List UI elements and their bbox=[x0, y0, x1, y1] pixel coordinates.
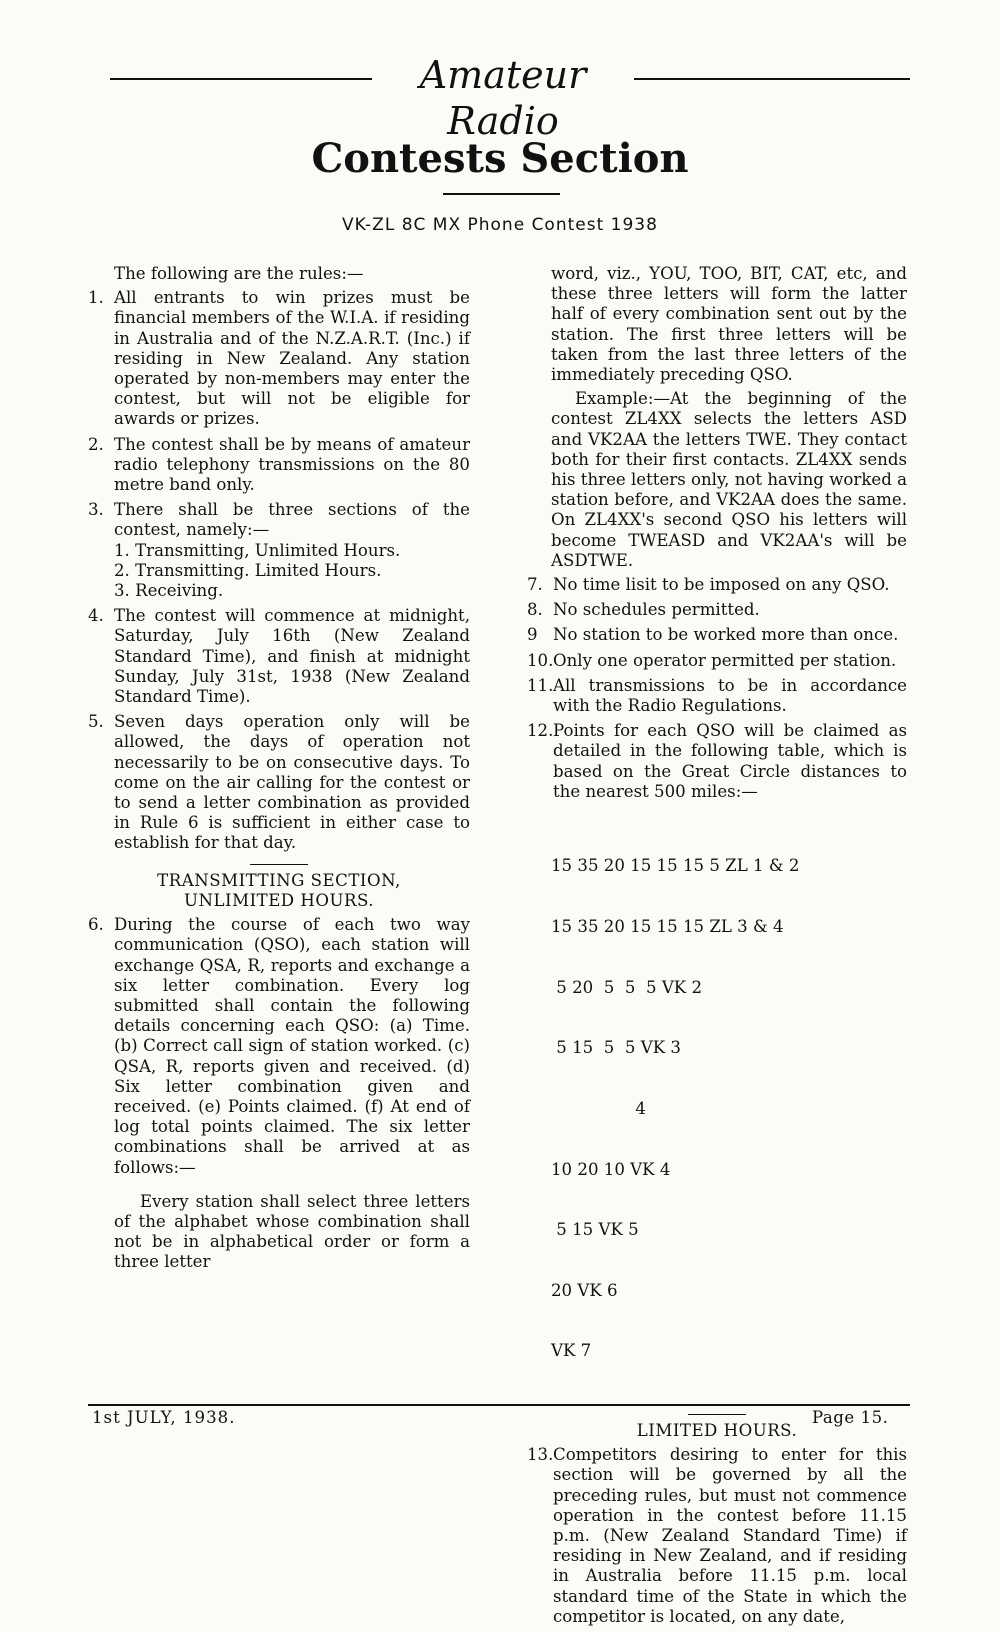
points-table-row: 15 35 20 15 15 15 5 ZL 1 & 2 bbox=[551, 856, 800, 876]
masthead-rule-right bbox=[634, 78, 910, 80]
rule-number: 8. bbox=[527, 600, 543, 620]
masthead-title: Amateur Radio bbox=[419, 53, 587, 143]
rule-number: 10. bbox=[527, 650, 554, 670]
rule-number: 2. bbox=[88, 434, 104, 454]
rules-intro: The following are the rules:— bbox=[114, 264, 364, 283]
points-table-row: 5 15 5 5 VK 3 bbox=[551, 1038, 681, 1058]
points-table-row: 5 20 5 5 5 VK 2 bbox=[551, 977, 703, 997]
rule-5 bbox=[88, 712, 470, 853]
rule-number: 9 bbox=[527, 625, 538, 645]
rule-number: 13. bbox=[527, 1445, 554, 1465]
points-table-row: 4 bbox=[551, 1098, 646, 1118]
masthead bbox=[110, 52, 910, 143]
rule-7 bbox=[527, 575, 907, 595]
section-list bbox=[114, 541, 470, 602]
points-table-row: 15 35 20 15 15 15 ZL 3 & 4 bbox=[551, 917, 784, 937]
rule-6 bbox=[88, 915, 470, 1178]
section-heading-line: UNLIMITED HOURS. bbox=[184, 890, 374, 910]
rule-number: 7. bbox=[527, 575, 543, 595]
section-list-item: 1. Transmitting, Unlimited Hours. bbox=[114, 540, 401, 560]
section-divider bbox=[250, 864, 308, 865]
title-divider bbox=[443, 193, 560, 195]
example-paragraph: Example:—At the beginning of the contest ZL4XX selects the letters ASD and VK2AA the letters TWE. They contact both for their first contacts. ZL4XX sends his three letters only, not having worked a station before, and VK2AA does the same. On ZL4XX's second QSO his letters will become TWEASD and VK2AA's will be ASDTWE. bbox=[551, 389, 907, 570]
left-column bbox=[88, 264, 470, 1277]
rule-number: 5. bbox=[88, 712, 104, 732]
rule-text: During the course of each two way communication (QSO), each station will exchange QSA, R, reports and exchange a six letter combination. Every log submitted shall contain the following details concerning each QSO: (a) Time. (b) Correct call sign of station worked. (c) QSA, R, reports given and received. (d) Six letter combination given and received. (e) Points claimed. (f) At end of log total points claimed. The six letter combinations shall be arrived at as follows:— bbox=[114, 915, 470, 1177]
rule-number: 1. bbox=[88, 288, 104, 308]
points-table-row: 5 15 VK 5 bbox=[551, 1220, 639, 1240]
rule-number: 3. bbox=[88, 500, 104, 520]
rule-number: 11. bbox=[527, 675, 554, 695]
footer-date: 1st JULY, 1938. bbox=[92, 1408, 236, 1427]
rule-text: No schedules permitted. bbox=[553, 600, 760, 620]
section-list-item: 2. Transmitting. Limited Hours. bbox=[114, 560, 382, 580]
rule-13 bbox=[527, 1445, 907, 1627]
rule-8 bbox=[527, 600, 907, 620]
rule-text: The contest will commence at midnight, Saturday, July 16th (New Zealand Standard Time), and finish at midnight Sunday, July 31st, 1938 (New Zealand Standard Time). bbox=[114, 606, 470, 707]
points-table-row: 20 VK 6 bbox=[551, 1280, 618, 1300]
rule-text: Only one operator permitted per station. bbox=[553, 650, 897, 670]
rule-number: 4. bbox=[88, 606, 104, 626]
points-table-row: VK 7 bbox=[551, 1341, 592, 1361]
rule-9 bbox=[527, 625, 907, 645]
rule-10 bbox=[527, 651, 907, 671]
page-number: Page 15. bbox=[812, 1408, 889, 1427]
rule-text: The contest shall be by means of amateur radio telephony transmissions on the 80 metre band only. bbox=[114, 434, 470, 495]
section-heading bbox=[88, 871, 470, 911]
rule-4 bbox=[88, 606, 470, 707]
rule-number: 6. bbox=[88, 915, 104, 935]
rule-text: No station to be worked more than once. bbox=[553, 625, 899, 645]
rule-text: Competitors desiring to enter for this section will be governed by all the preceding rules, but must not commence operation in the contest before 11.15 p.m. (New Zealand Standard Time) if residing in New Zealand, and if residing in Australia before 11.15 p.m. local standard time of the State in which the competitor is located, on any date, bbox=[553, 1445, 907, 1626]
rule-text: No time lisit to be imposed on any QSO. bbox=[553, 575, 890, 595]
points-table-row: 10 20 10 VK 4 bbox=[551, 1159, 671, 1179]
rule-number: 12. bbox=[527, 721, 554, 741]
points-table bbox=[527, 816, 907, 1402]
rule-text: All entrants to win prizes must be financial members of the W.I.A. if residing in Australia and of the N.Z.A.R.T. (Inc.) if residing in New Zealand. Any station operated by non-members may enter the contest, but will not be eligible for awards or prizes. bbox=[114, 288, 470, 429]
rule-3 bbox=[88, 500, 470, 601]
masthead-rule-left bbox=[110, 78, 372, 80]
section-divider bbox=[688, 1414, 746, 1415]
page-title: Contests Section bbox=[311, 135, 689, 182]
rule-1 bbox=[88, 288, 470, 429]
rule-12 bbox=[527, 721, 907, 802]
section-list-item: 3. Receiving. bbox=[114, 581, 224, 601]
page-subtitle: VK-ZL 8C MX Phone Contest 1938 bbox=[342, 215, 658, 235]
section-heading-line: TRANSMITTING SECTION, bbox=[157, 870, 401, 890]
continued-paragraph: word, viz., YOU, TOO, BIT, CAT, etc, and these three letters will form the latter half of every combination sent out by the station. The first three letters will be taken from the last three letters of the immediately preceding QSO. bbox=[551, 264, 907, 385]
rule-2 bbox=[88, 435, 470, 496]
rule-text: Seven days operation only will be allowed, the days of operation not necessarily to be on consecutive days. To come on the air calling for the contest or to send a letter combination as provided in Rule 6 is sufficient in either case to establish for that day. bbox=[114, 712, 470, 853]
rule-11 bbox=[527, 676, 907, 716]
rule-text: Points for each QSO will be claimed as detailed in the following table, which is based on the Great Circle distances to the nearest 500 miles:— bbox=[553, 721, 907, 801]
rule-text: All transmissions to be in accordance with the Radio Regulations. bbox=[553, 675, 907, 716]
footer-rule bbox=[88, 1404, 910, 1406]
rule-text: There shall be three sections of the contest, namely:— bbox=[114, 500, 470, 540]
section-heading: LIMITED HOURS. bbox=[636, 1420, 798, 1440]
rule-6-paragraph: Every station shall select three letters of the alphabet whose combination shall not be in alphabetical order or form a three letter bbox=[114, 1191, 470, 1272]
